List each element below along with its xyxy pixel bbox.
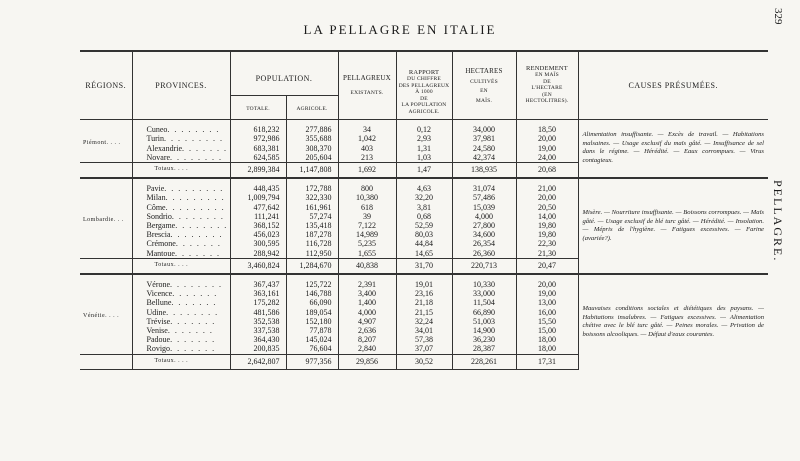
col-header-population-total: TOTALE. (230, 96, 286, 120)
value-pellagreux: 14,989 (338, 230, 396, 239)
value-rapport: 57,38 (396, 335, 452, 344)
value-rapport: 34,01 (396, 326, 452, 335)
province-dots: . . . . . . . . . (164, 134, 224, 144)
totals-pellagreux: 40,838 (338, 258, 396, 274)
value-rapport: 19,01 (396, 280, 452, 289)
col-header-rapport (396, 51, 452, 119)
value-rapport: 21,18 (396, 298, 452, 307)
value-pellagreux: 39 (338, 212, 396, 221)
value-hectares: 31,074 (452, 184, 516, 193)
province-cell (132, 221, 230, 230)
col-header-pellagreux (338, 51, 396, 119)
province-name: Novare (146, 152, 171, 162)
col-header-regions: RÉGIONS. (80, 51, 132, 119)
value-rapport: 0,68 (396, 212, 452, 221)
value-agricole: 308,370 (286, 144, 338, 153)
value-rendement: 14,00 (516, 212, 578, 221)
value-agricole: 277,886 (286, 125, 338, 134)
province-dots: . . . . . . . . (166, 307, 219, 317)
value-pellagreux: 7,122 (338, 221, 396, 230)
province-cell (132, 193, 230, 202)
province-dots: . . . . . . . . (167, 125, 220, 135)
value-pellagreux: 2,840 (338, 344, 396, 354)
province-cell (132, 144, 230, 153)
province-dots: . . . . . . . . . (165, 193, 226, 203)
value-pellagreux: 1,400 (338, 298, 396, 307)
value-agricole: 322,330 (286, 193, 338, 202)
rapport-l1: RAPPORT (408, 68, 440, 76)
value-rapport: 4,63 (396, 184, 452, 193)
value-hectares: 51,003 (452, 317, 516, 326)
province-dots: . . . . . . . . (171, 211, 225, 221)
value-total: 1,009,794 (230, 193, 286, 202)
rendement-l1: RENDEMENT (526, 64, 568, 72)
value-rapport: 2,93 (396, 134, 452, 143)
value-rapport: 23,16 (396, 289, 452, 298)
table-body (80, 119, 768, 369)
value-total: 368,152 (230, 221, 286, 230)
value-hectares: 33,000 (452, 289, 516, 298)
value-total: 200,835 (230, 344, 286, 354)
value-rendement: 18,50 (516, 125, 578, 134)
region-name: Piémont. . . . (83, 140, 121, 146)
value-pellagreux: 34 (338, 125, 396, 134)
value-rendement: 19,80 (516, 230, 578, 239)
province-dots: . . . . . . . . (170, 152, 223, 162)
totals-agricole: 1,284,670 (286, 258, 338, 274)
value-hectares: 36,230 (452, 335, 516, 344)
col-header-provinces: PROVINCES. (132, 51, 230, 119)
rapport-l4: À 1000 (415, 89, 433, 96)
province-dots: . . . . . . . . (175, 221, 228, 231)
col-header-population: POPULATION. (230, 51, 338, 96)
value-rapport: 1,31 (396, 144, 452, 153)
hectares-l4: MAÏS. (475, 97, 493, 104)
value-agricole: 189,054 (286, 308, 338, 317)
rapport-l7: AGRICOLE. (408, 108, 440, 115)
rendement-l4: L'HECTARE (531, 85, 563, 92)
value-rendement: 13,00 (516, 298, 578, 307)
region-causes: Alimentation insuffisante. — Excès de travail. — Habitations malsaines. — Usage exclusif du maïs gâté. — Insuffisance de sel dans le régime. — Hérédité. — Eaux corrompues. — Virus contagieux. (578, 119, 768, 178)
province-dots: . . . . . . . . (170, 230, 223, 240)
value-hectares: 27,800 (452, 221, 516, 230)
province-cell (132, 153, 230, 163)
value-pellagreux: 213 (338, 153, 396, 163)
province-name: Bergame (146, 221, 176, 231)
province-cell (132, 344, 230, 354)
region-causes: Mauvaises conditions sociales et diététiques des paysans. — Habitations insalubres. — Fatigues excessives. — Alimentation chétive avec le blé turc gâté. — Peines morales. — Privation de boissons alcooliques. — Défaut d'eaux courantes. (578, 274, 768, 369)
value-rendement: 21,30 (516, 249, 578, 259)
rendement-l6: HECTOLITRES). (525, 98, 569, 105)
province-dots: . . . . . . . . . (165, 202, 226, 212)
province-dots: . . . . . . . (170, 316, 216, 326)
province-name: Turin (146, 134, 164, 144)
value-total: 448,435 (230, 184, 286, 193)
province-name: Trévise (146, 316, 171, 326)
value-rendement: 22,30 (516, 239, 578, 248)
hectares-l3: EN (480, 88, 488, 95)
value-rendement: 20,00 (516, 280, 578, 289)
value-total: 288,942 (230, 249, 286, 259)
totals-rendement: 20,68 (516, 163, 578, 179)
value-total: 972,986 (230, 134, 286, 143)
province-dots: . . . . . . . (171, 298, 217, 308)
rendement-l3: DE (543, 78, 551, 85)
value-pellagreux: 2,391 (338, 280, 396, 289)
value-agricole: 125,722 (286, 280, 338, 289)
value-agricole: 76,604 (286, 344, 338, 354)
province-cell (132, 317, 230, 326)
totals-agricole: 977,356 (286, 354, 338, 369)
value-rendement: 19,00 (516, 144, 578, 153)
value-agricole: 172,788 (286, 184, 338, 193)
value-agricole: 152,180 (286, 317, 338, 326)
value-total: 337,538 (230, 326, 286, 335)
totals-hectares: 228,261 (452, 354, 516, 369)
province-cell (132, 289, 230, 298)
value-pellagreux: 5,235 (338, 239, 396, 248)
province-name: Alexandrie (146, 143, 183, 153)
value-rapport: 37,07 (396, 344, 452, 354)
totals-agricole: 1,147,808 (286, 163, 338, 179)
region-name: Vénétie. . . . (83, 313, 120, 320)
value-agricole: 116,728 (286, 239, 338, 248)
province-cell (132, 280, 230, 289)
totals-rapport: 30,52 (396, 354, 452, 369)
totals-label: Totaux. . . . (132, 354, 230, 369)
value-total: 363,161 (230, 289, 286, 298)
value-hectares: 4,000 (452, 212, 516, 221)
totals-rapport: 31,70 (396, 258, 452, 274)
value-pellagreux: 4,907 (338, 317, 396, 326)
page-number: 329 (772, 8, 784, 25)
value-hectares: 24,580 (452, 144, 516, 153)
province-name: Bellune (146, 298, 172, 308)
totals-hectares: 138,935 (452, 163, 516, 179)
rendement-l2: EN MAÏS (535, 72, 559, 79)
col-header-causes: CAUSES PRÉSUMÉES. (578, 51, 768, 119)
totals-total: 2,899,384 (230, 163, 286, 179)
province-cell (132, 230, 230, 239)
province-name: Padoue (146, 335, 171, 345)
province-dots: . . . . . . . (170, 335, 216, 345)
value-rendement: 19,00 (516, 289, 578, 298)
province-name: Mantoue (146, 248, 175, 258)
rapport-l5: DE (420, 95, 428, 102)
rapport-l6: LA POPULATION (401, 102, 447, 109)
value-rendement: 15,50 (516, 317, 578, 326)
value-total: 367,437 (230, 280, 286, 289)
value-pellagreux: 2,636 (338, 326, 396, 335)
value-agricole: 146,788 (286, 289, 338, 298)
province-dots: . . . . . . . (170, 344, 216, 354)
col-header-hectares (452, 51, 516, 119)
value-hectares: 57,486 (452, 193, 516, 202)
value-pellagreux: 1,655 (338, 249, 396, 259)
pellagre-table (80, 50, 768, 370)
totals-rapport: 1,47 (396, 163, 452, 179)
value-total: 456,023 (230, 230, 286, 239)
value-total: 683,381 (230, 144, 286, 153)
value-rapport: 3,81 (396, 203, 452, 212)
value-rendement: 18,00 (516, 335, 578, 344)
value-total: 300,595 (230, 239, 286, 248)
value-pellagreux: 403 (338, 144, 396, 153)
value-hectares: 14,900 (452, 326, 516, 335)
value-total: 477,642 (230, 203, 286, 212)
value-agricole: 205,604 (286, 153, 338, 163)
rendement-l5: (EN (542, 91, 552, 98)
totals-region-blank (80, 354, 132, 369)
value-hectares: 34,600 (452, 230, 516, 239)
province-name: Crémone (146, 239, 176, 249)
province-dots: . . . . . . . (174, 248, 221, 258)
value-agricole: 355,688 (286, 134, 338, 143)
value-hectares: 11,504 (452, 298, 516, 307)
value-rapport: 52,59 (396, 221, 452, 230)
value-rapport: 0,12 (396, 125, 452, 134)
value-agricole: 187,278 (286, 230, 338, 239)
province-name: Venise (146, 326, 168, 336)
totals-total: 2,642,807 (230, 354, 286, 369)
value-pellagreux: 800 (338, 184, 396, 193)
province-cell (132, 308, 230, 317)
totals-label: Totaux. . . . (132, 163, 230, 179)
value-pellagreux: 3,400 (338, 289, 396, 298)
province-cell (132, 326, 230, 335)
province-cell (132, 249, 230, 259)
value-rendement: 20,00 (516, 134, 578, 143)
value-hectares: 26,360 (452, 249, 516, 259)
value-agricole: 77,878 (286, 326, 338, 335)
totals-hectares: 220,713 (452, 258, 516, 274)
province-name: Cuneo (146, 125, 168, 135)
province-dots: . . . . . . . (175, 239, 222, 249)
value-pellagreux: 8,207 (338, 335, 396, 344)
totals-region-blank (80, 163, 132, 179)
rapport-l3: DES PELLAGREUX (398, 82, 450, 89)
value-agricole: 161,961 (286, 203, 338, 212)
value-total: 175,282 (230, 298, 286, 307)
province-name: Côme (146, 202, 166, 212)
value-rapport: 80,03 (396, 230, 452, 239)
totals-rendement: 17,31 (516, 354, 578, 369)
value-total: 364,430 (230, 335, 286, 344)
province-name: Vérone (146, 280, 171, 290)
province-cell (132, 203, 230, 212)
province-dots: . . . . . . . . (170, 280, 223, 290)
value-hectares: 26,354 (452, 239, 516, 248)
hectares-l2: CULTIVÉS (470, 78, 498, 85)
value-pellagreux: 618 (338, 203, 396, 212)
value-agricole: 112,950 (286, 249, 338, 259)
value-rendement: 16,00 (516, 308, 578, 317)
value-hectares: 15,039 (452, 203, 516, 212)
value-rendement: 21,00 (516, 184, 578, 193)
province-cell (132, 212, 230, 221)
value-rendement: 20,50 (516, 203, 578, 212)
province-name: Udine (146, 307, 167, 317)
province-name: Sondrio (146, 211, 172, 221)
province-name: Brescia (146, 230, 171, 240)
value-agricole: 135,418 (286, 221, 338, 230)
province-dots: . . . . . . . . . (164, 184, 224, 194)
value-rapport: 14,65 (396, 249, 452, 259)
value-hectares: 34,000 (452, 125, 516, 134)
value-rapport: 44,84 (396, 239, 452, 248)
pellagreux-title: PELLAGREUX (343, 74, 391, 83)
province-cell (132, 239, 230, 248)
province-cell (132, 134, 230, 143)
value-hectares: 66,890 (452, 308, 516, 317)
value-pellagreux: 1,042 (338, 134, 396, 143)
value-total: 618,232 (230, 125, 286, 134)
value-rapport: 1,03 (396, 153, 452, 163)
value-pellagreux: 4,000 (338, 308, 396, 317)
page-title: LA PELLAGRE EN ITALIE (303, 22, 497, 37)
province-dots: . . . . . . . (172, 289, 218, 299)
province-name: Rovigo (146, 344, 171, 354)
totals-pellagreux: 1,692 (338, 163, 396, 179)
totals-total: 3,460,824 (230, 258, 286, 274)
province-cell (132, 125, 230, 134)
hectares-l1: HECTARES (465, 66, 503, 75)
region-name: Lombardie. . . (83, 217, 124, 224)
province-name: Pavie (146, 184, 165, 194)
province-cell (132, 298, 230, 307)
value-rapport: 21,15 (396, 308, 452, 317)
province-dots: . . . . . . . (182, 143, 228, 153)
side-label: PELLAGRE. (771, 180, 785, 263)
value-rendement: 24,00 (516, 153, 578, 163)
col-header-population-agricole: AGRICOLE. (286, 96, 338, 120)
value-total: 111,241 (230, 212, 286, 221)
value-hectares: 28,387 (452, 344, 516, 354)
province-cell (132, 335, 230, 344)
value-pellagreux: 10,380 (338, 193, 396, 202)
value-hectares: 10,330 (452, 280, 516, 289)
value-rapport: 32,20 (396, 193, 452, 202)
value-agricole: 66,090 (286, 298, 338, 307)
value-agricole: 145,024 (286, 335, 338, 344)
value-rendement: 18,00 (516, 344, 578, 354)
value-rendement: 15,00 (516, 326, 578, 335)
totals-label: Totaux. . . . (132, 258, 230, 274)
totals-pellagreux: 29,856 (338, 354, 396, 369)
value-total: 481,586 (230, 308, 286, 317)
col-header-rendement (516, 51, 578, 119)
rapport-l2: DU CHIFFRE (407, 76, 441, 83)
value-agricole: 57,274 (286, 212, 338, 221)
province-name: Vicence (146, 289, 173, 299)
value-total: 352,538 (230, 317, 286, 326)
province-dots: . . . . . . . (167, 326, 214, 336)
value-hectares: 37,981 (452, 134, 516, 143)
value-rendement: 20,00 (516, 193, 578, 202)
value-hectares: 42,374 (452, 153, 516, 163)
province-name: Milan (146, 193, 166, 203)
pellagreux-sub: EXISTANTS. (350, 90, 384, 97)
region-causes: Misère. — Nourriture insuffisante. — Boissons corrompues. — Maïs gâté. — Usage exclusif de blé turc gâté. — Hérédité. — Insolation. — Mépris de l'hygiène. — Fatigues excessives. — Farine (avariée?). (578, 178, 768, 274)
totals-rendement: 20,47 (516, 258, 578, 274)
value-rendement: 19,80 (516, 221, 578, 230)
province-cell (132, 184, 230, 193)
value-rapport: 32,24 (396, 317, 452, 326)
totals-region-blank (80, 258, 132, 274)
value-total: 624,585 (230, 153, 286, 163)
